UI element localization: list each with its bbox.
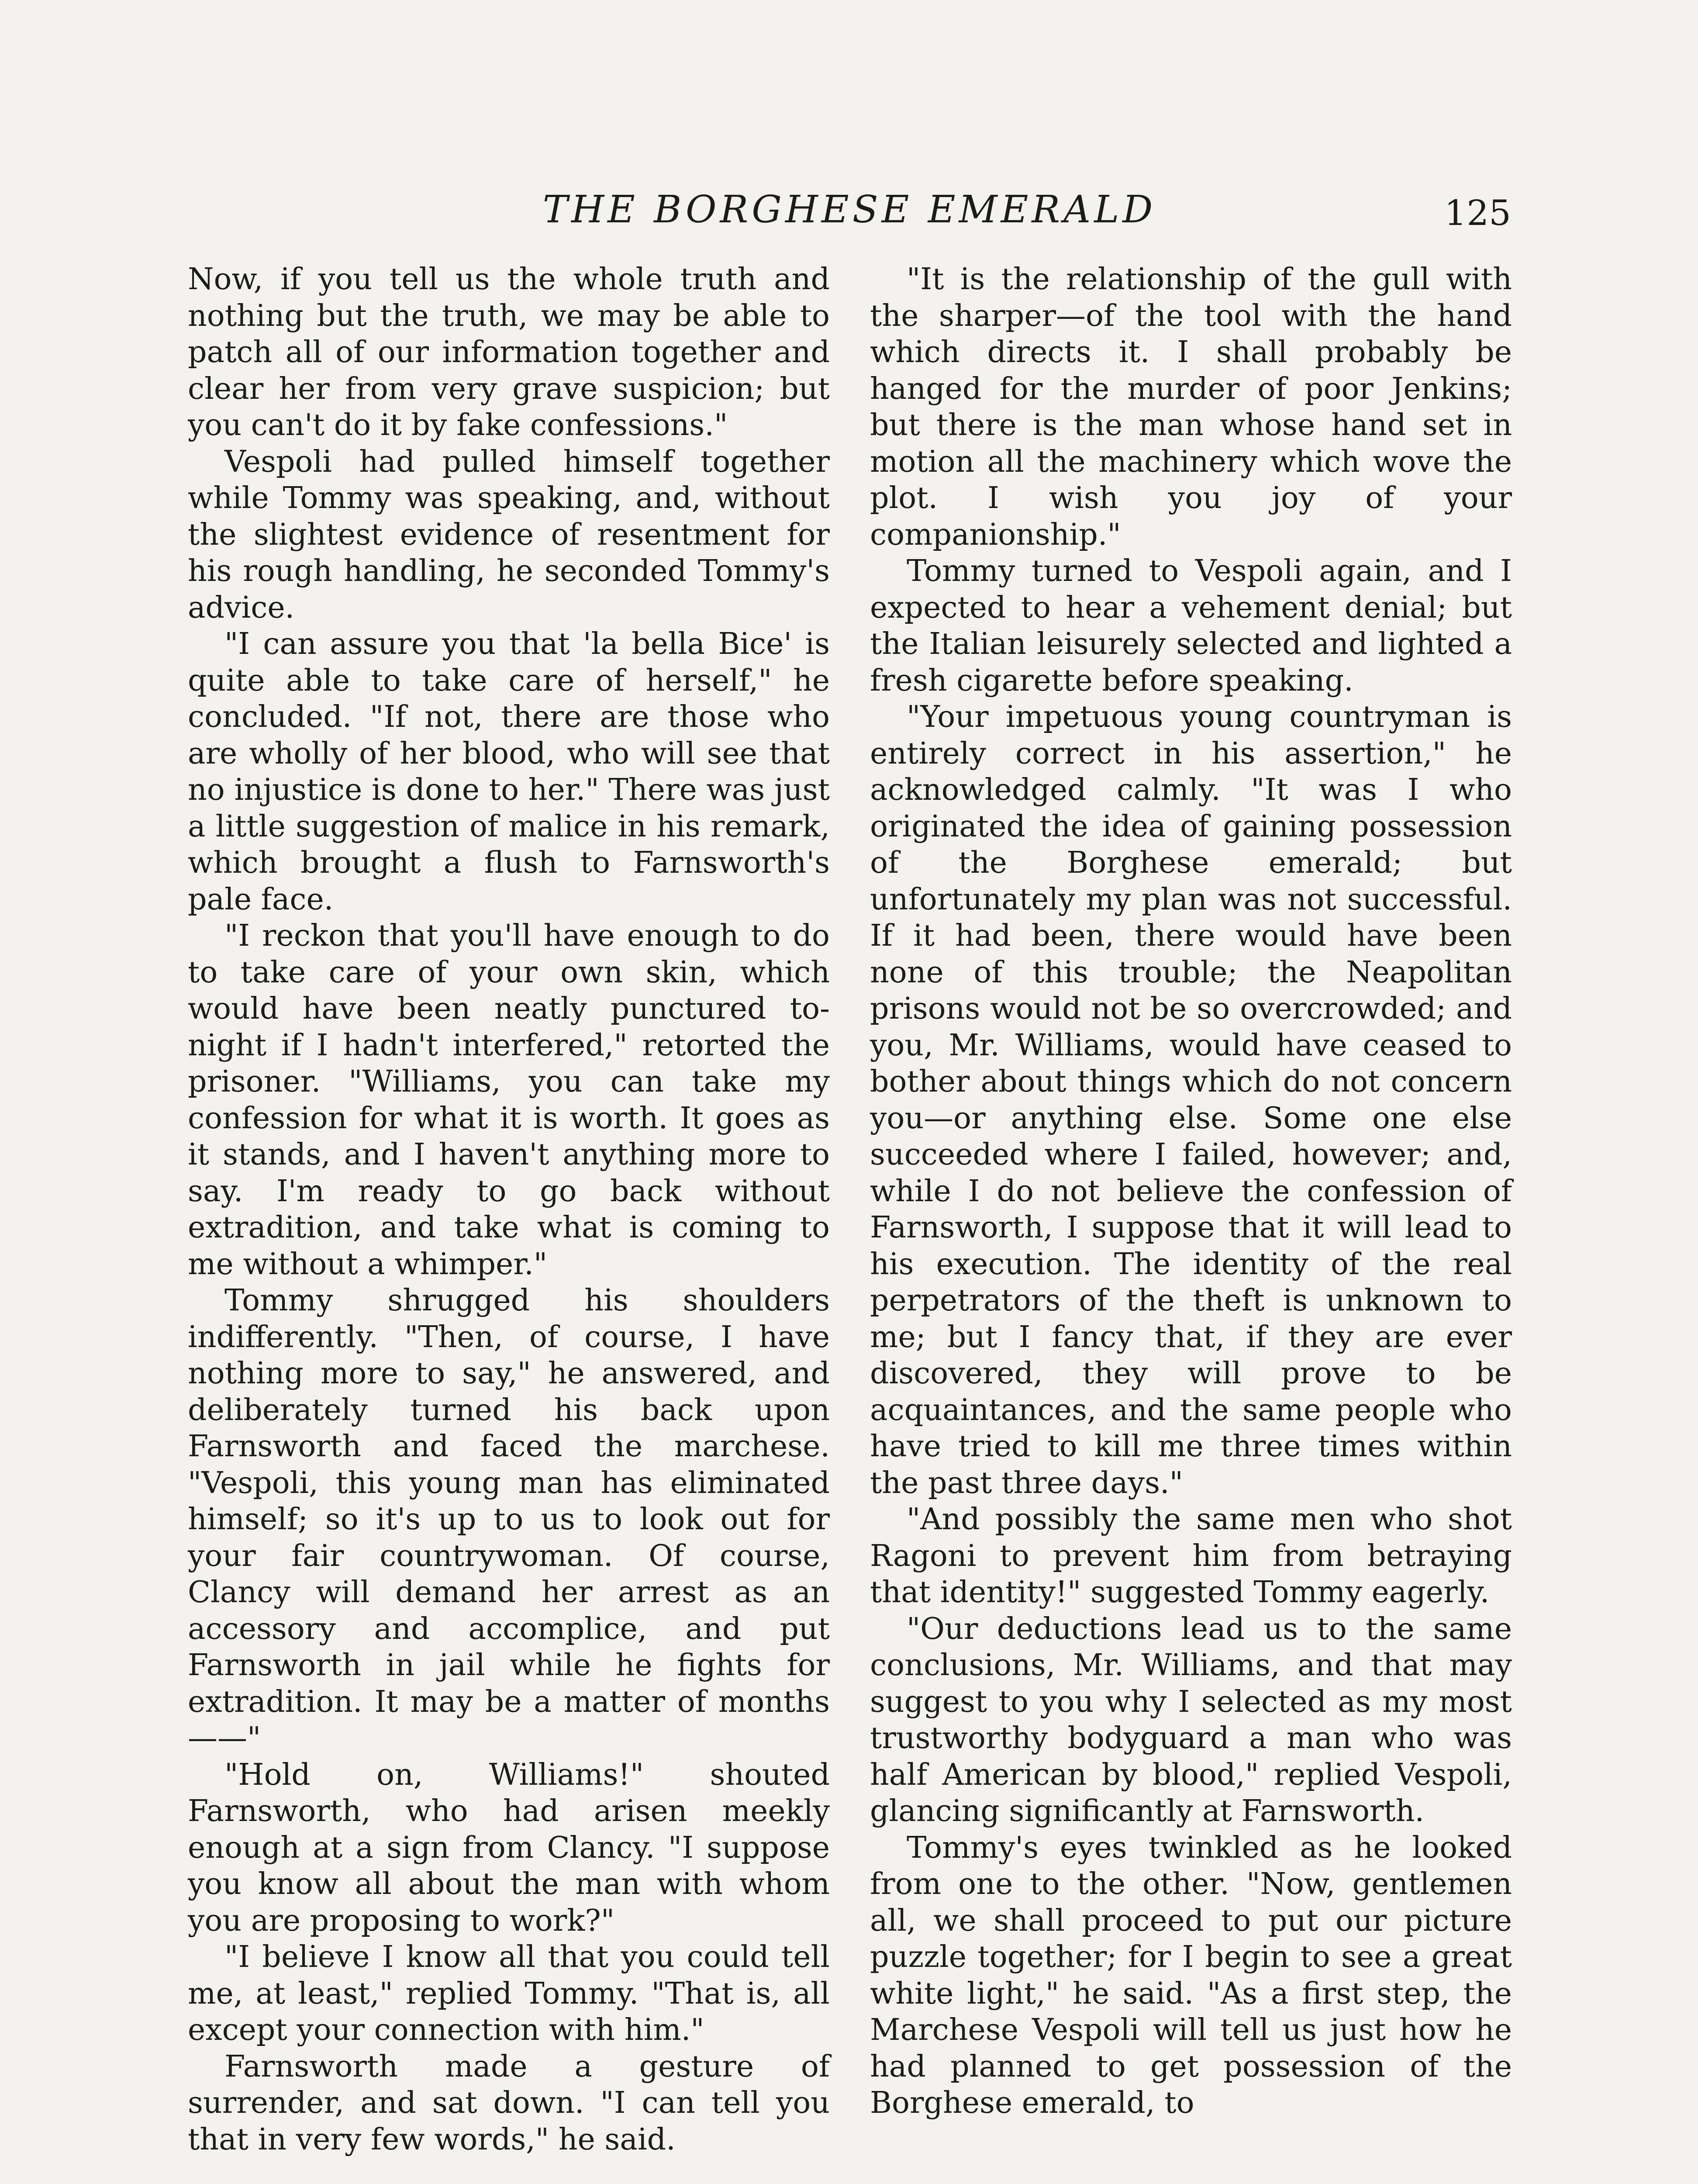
paragraph: "Hold on, Williams!" shouted Farnsworth, who had arisen meekly enough at a sign from Clancy. "I suppose you know all about the man with whom you are proposing to work?" [188, 1757, 830, 1938]
paragraph: "Our deductions lead us to the same conclusions, Mr. Williams, and that may suggest to you why I selected as my most trustworthy bodyguard a man who was half American by blood," replied Vespoli, glancing significantly at Farnsworth. [870, 1611, 1512, 1828]
paragraph: "It is the relationship of the gull with the sharper—of the tool with the hand which directs it. I shall probably be hanged for the murder of poor Jenkins; but there is the man whose hand set in motion all the machinery which wove the plot. I wish you joy of your companionship." [870, 262, 1512, 552]
running-title: THE BORGHESE EMERALD [542, 188, 1156, 232]
paragraph: "Your impetuous young countryman is entirely correct in his assertion," he acknowledged calmly. "It was I who originated the idea of gaining possession of the Borghese emerald; but unfortunately my plan was not successful. If it had been, there would have been none of this trouble; the Neapolitan prisons would not be so overcrowded; and you, Mr. Williams, would have ceased to bother about things which do not concern you—or anything else. Some one else succeeded where I failed, however; and, while I do not believe the confession of Farnsworth, I suppose that it will lead to his execution. The identity of the real perpetrators of the theft is unknown to me; but I fancy that, if they are ever discovered, they will prove to be acquaintances, and the same people who have tried to kill me three times within the past three days." [870, 700, 1512, 1500]
left-column [188, 261, 830, 2158]
paragraph: Now, if you tell us the whole truth and nothing but the truth, we may be able to patch all of our information together and clear her from very grave suspicion; but you can't do it by fake confessions." [188, 262, 830, 442]
paragraph: "I can assure you that 'la bella Bice' is quite able to take care of herself," he concluded. "If not, there are those who are wholly of her blood, who will see that no injustice is done to her." There was just a little suggestion of malice in his remark, which brought a flush to Farnsworth's pale face. [188, 627, 830, 917]
page-number: 125 [1444, 193, 1511, 233]
paragraph: Tommy's eyes twinkled as he looked from one to the other. "Now, gentlemen all, we shall proceed to put our picture puzzle together; for I begin to see a great white light," he said. "As a first step, the Marchese Vespoli will tell us just how he had planned to get possession of the Borghese emerald, to [870, 1830, 1512, 2120]
paragraph: Tommy shrugged his shoulders indifferently. "Then, of course, I have nothing more to say," he answered, and deliberately turned his back upon Farnsworth and faced the marchese. "Vespoli, this young man has eliminated himself; so it's up to us to look out for your fair countrywoman. Of course, Clancy will demand her arrest as an accessory and accomplice, and put Farnsworth in jail while he fights for extradition. It may be a matter of months——" [188, 1283, 830, 1755]
paragraph: "I reckon that you'll have enough to do to take care of your own skin, which would have been neatly punctured to-night if I hadn't interfered," retorted the prisoner. "Williams, you can take my confession for what it is worth. It goes as it stands, and I haven't anything more to say. I'm ready to go back without extradition, and take what is coming to me without a whimper." [188, 919, 830, 1282]
paragraph: "And possibly the same men who shot Ragoni to prevent him from betraying that identity!" suggested Tommy eagerly. [870, 1502, 1512, 1610]
paragraph: Vespoli had pulled himself together while Tommy was speaking, and, without the slightest evidence of resentment for his rough handling, he seconded Tommy's advice. [188, 444, 830, 625]
right-column [870, 261, 1512, 2122]
paragraph: "I believe I know all that you could tell me, at least," replied Tommy. "That is, all except your connection with him." [188, 1940, 830, 2047]
page-header [188, 181, 1511, 238]
paragraph: Tommy turned to Vespoli again, and I expected to hear a vehement denial; but the Italian leisurely selected and lighted a fresh cigarette before speaking. [870, 554, 1512, 698]
paragraph: Farnsworth made a gesture of surrender, and sat down. "I can tell you that in very few words," he said. [188, 2049, 830, 2157]
